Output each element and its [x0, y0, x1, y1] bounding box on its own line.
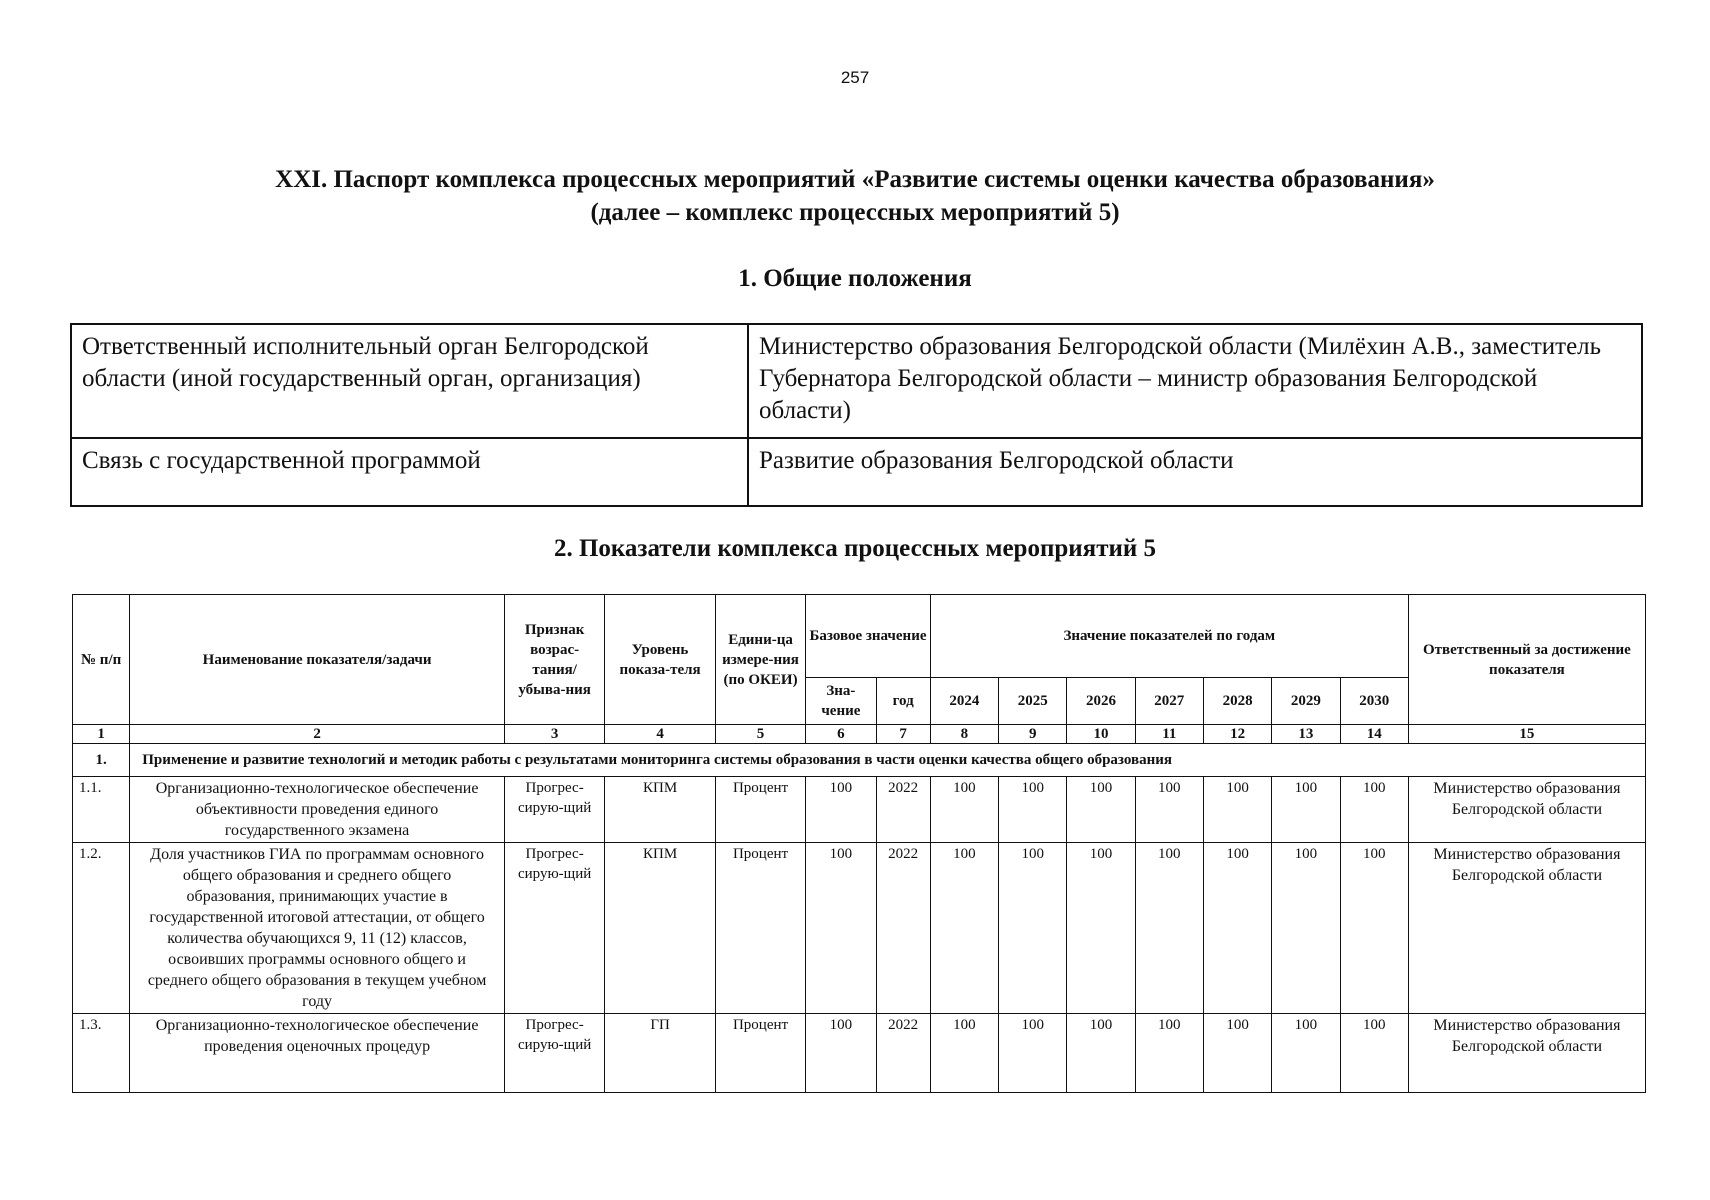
row-value-2025: 100: [999, 843, 1067, 1014]
header-by-years: Значение показателей по годам: [930, 595, 1408, 678]
row-sign: Прогрес-сирую-щий: [504, 843, 604, 1014]
row-num: 1.3.: [73, 1014, 130, 1093]
header-year-2024: 2024: [930, 678, 998, 725]
row-name: Доля участников ГИА по программам основного общего образования и среднего общего образования, принимающих участие в государственной итоговой аттестации, от общего количества обучающихся 9, 11 (12) классов, освоивших программы основного общего и среднего общего образования в текущем учебном году: [130, 843, 505, 1014]
section-title: Применение и развитие технологий и методик работы с результатами мониторинга системы образования в части оценки качества общего образования: [130, 744, 1646, 777]
row-name: Организационно-технологическое обеспечение проведения оценочных процедур: [130, 1014, 505, 1093]
row-base-year: 2022: [876, 1014, 930, 1093]
column-number: 11: [1135, 725, 1203, 744]
row-value-2029: 100: [1272, 843, 1340, 1014]
row-value-2028: 100: [1203, 1014, 1271, 1093]
general-row-program: [71, 438, 1642, 506]
header-base-value: Зна-чение: [806, 678, 876, 725]
row-base-value: 100: [806, 1014, 876, 1093]
row-base-year: 2022: [876, 777, 930, 843]
header-responsible: Ответственный за достижение показателя: [1408, 595, 1645, 725]
header-year-2029: 2029: [1272, 678, 1340, 725]
row-value-2030: 100: [1340, 777, 1408, 843]
row-value-2029: 100: [1272, 777, 1340, 843]
row-value-2027: 100: [1135, 777, 1203, 843]
header-num: № п/п: [73, 595, 130, 725]
row-responsible: Министерство образования Белгородской области: [1408, 777, 1645, 843]
row-value-2027: 100: [1135, 843, 1203, 1014]
row-value-2024: 100: [930, 1014, 998, 1093]
general-value-responsible: Министерство образования Белгородской области (Милёхин А.В., заместитель Губернатора Белгородской области – министр образования Белгородской области): [748, 324, 1642, 438]
header-year-2030: 2030: [1340, 678, 1408, 725]
header-sign: Признак возрас-тания/ убыва-ния: [504, 595, 604, 725]
column-number: 13: [1272, 725, 1340, 744]
row-base-value: 100: [806, 843, 876, 1014]
row-value-2025: 100: [999, 777, 1067, 843]
indicators-table: [72, 594, 1646, 1093]
row-value-2026: 100: [1067, 1014, 1135, 1093]
column-number: 15: [1408, 725, 1645, 744]
header-year-2028: 2028: [1203, 678, 1271, 725]
row-value-2027: 100: [1135, 1014, 1203, 1093]
document-title: [0, 163, 1710, 229]
header-unit: Едини-ца измере-ния (по ОКЕИ): [715, 595, 805, 725]
column-number: 7: [876, 725, 930, 744]
row-sign: Прогрес-сирую-щий: [504, 777, 604, 843]
general-value-program: Развитие образования Белгородской области: [748, 438, 1642, 506]
row-value-2024: 100: [930, 843, 998, 1014]
column-number: 10: [1067, 725, 1135, 744]
general-label-responsible: Ответственный исполнительный орган Белгородской области (иной государственный орган, организация): [71, 324, 748, 438]
row-value-2024: 100: [930, 777, 998, 843]
row-value-2028: 100: [1203, 777, 1271, 843]
row-level: КПМ: [605, 843, 715, 1014]
header-level: Уровень показа-теля: [605, 595, 715, 725]
column-number: 14: [1340, 725, 1408, 744]
column-number: 3: [504, 725, 604, 744]
row-value-2030: 100: [1340, 1014, 1408, 1093]
row-base-year: 2022: [876, 843, 930, 1014]
row-unit: Процент: [715, 1014, 805, 1093]
column-number: 2: [130, 725, 505, 744]
general-row-responsible: [71, 324, 1642, 438]
column-numbers-row: [73, 725, 1646, 744]
table-row: [73, 1014, 1646, 1093]
row-level: ГП: [605, 1014, 715, 1093]
row-base-value: 100: [806, 777, 876, 843]
row-unit: Процент: [715, 777, 805, 843]
column-number: 8: [930, 725, 998, 744]
row-level: КПМ: [605, 777, 715, 843]
row-value-2025: 100: [999, 1014, 1067, 1093]
row-sign: Прогрес-сирую-щий: [504, 1014, 604, 1093]
header-year-2025: 2025: [999, 678, 1067, 725]
column-number: 12: [1203, 725, 1271, 744]
row-name: Организационно-технологическое обеспечение объективности проведения единого государственного экзамена: [130, 777, 505, 843]
column-number: 5: [715, 725, 805, 744]
general-provisions-table: [70, 323, 1643, 507]
row-value-2026: 100: [1067, 843, 1135, 1014]
column-number: 4: [605, 725, 715, 744]
table-section-row: [73, 744, 1646, 777]
row-value-2028: 100: [1203, 843, 1271, 1014]
row-num: 1.2.: [73, 843, 130, 1014]
section-num: 1.: [73, 744, 130, 777]
document-title-line-1: XXI. Паспорт комплекса процессных мероприятий «Развитие системы оценки качества образования»: [275, 166, 1435, 193]
row-unit: Процент: [715, 843, 805, 1014]
column-number: 9: [999, 725, 1067, 744]
table-header-row: [73, 595, 1646, 678]
page-number: 257: [840, 68, 870, 87]
row-responsible: Министерство образования Белгородской области: [1408, 1014, 1645, 1093]
table-row: [73, 777, 1646, 843]
document-title-line-2: (далее – комплекс процессных мероприятий 5): [590, 199, 1120, 226]
header-year-2026: 2026: [1067, 678, 1135, 725]
column-number: 1: [73, 725, 130, 744]
header-base-year: год: [876, 678, 930, 725]
row-responsible: Министерство образования Белгородской области: [1408, 843, 1645, 1014]
table-row: [73, 843, 1646, 1014]
header-year-2027: 2027: [1135, 678, 1203, 725]
column-number: 6: [806, 725, 876, 744]
row-value-2029: 100: [1272, 1014, 1340, 1093]
section-heading-general: 1. Общие положения: [738, 265, 972, 292]
row-value-2030: 100: [1340, 843, 1408, 1014]
header-name: Наименование показателя/задачи: [130, 595, 505, 725]
row-value-2026: 100: [1067, 777, 1135, 843]
section-heading-indicators: 2. Показатели комплекса процессных мероприятий 5: [553, 535, 1157, 562]
row-num: 1.1.: [73, 777, 130, 843]
header-base: Базовое значение: [806, 595, 931, 678]
general-label-program: Связь с государственной программой: [71, 438, 748, 506]
